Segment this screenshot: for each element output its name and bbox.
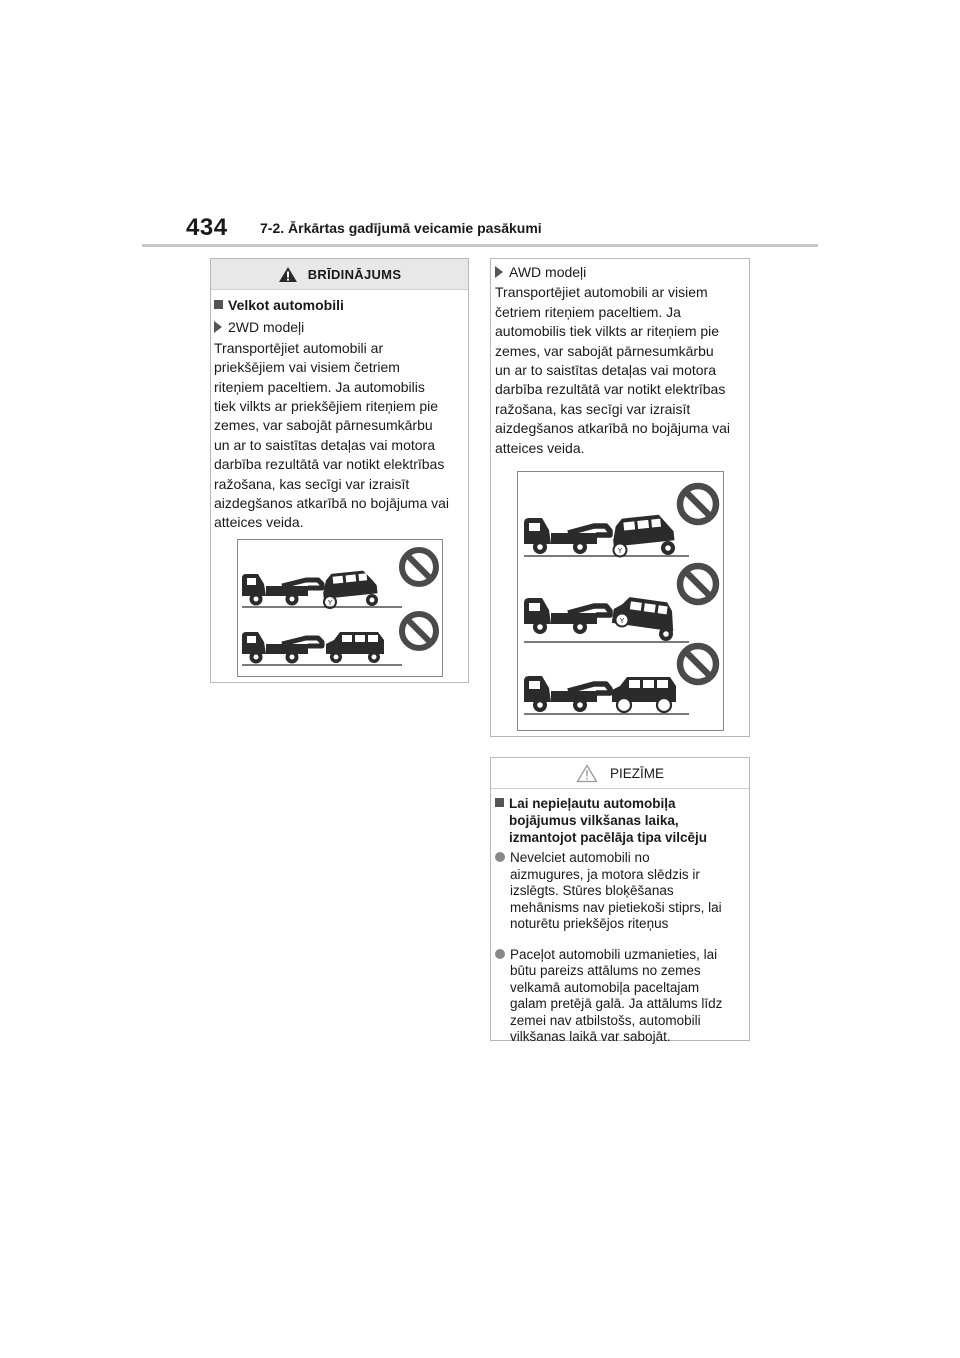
prohibition-icon bbox=[398, 610, 440, 652]
square-bullet-icon bbox=[214, 300, 223, 309]
paragraph-2wd: Transportējiet automobili ar priekšējiem vai visiem četriem riteņiem paceltiem. Ja automobilis tiek vilkts ar priekšējiem riteņiem pie zemes, var sabojāt pārnesumkārbu un ar to saistītas detaļas vai motora darbība rezultātā var notikt elektrības ražošana, kas secīgi var izraisīt aizdegšanos atkarībā no bojājuma vai atteices veida. bbox=[214, 339, 450, 531]
warning-title: BRĪDINĀJUMS bbox=[307, 266, 402, 282]
note-bullet-2: Paceļot automobili uzmanieties, lai būtu pareizs attālums no zemes velkamā automobiļa paceltajam galam pretējā galā. Ja attālums līdz zemei nav atbilstošs, automobili vilkšanas laikā var sabojāt. bbox=[495, 947, 749, 1046]
warning-triangle-icon bbox=[278, 266, 298, 283]
towing-illustration-awd bbox=[517, 471, 724, 731]
prohibition-icon bbox=[676, 562, 720, 606]
note-bullet-1: Nevelciet automobili no aizmugures, ja motora slēdzis ir izslēgts. Stūres bloķēšanas mehānisms nav pietiekoši stiprs, lai noturētu priekšējos riteņus bbox=[495, 850, 749, 933]
awd-warning-continuation bbox=[490, 258, 750, 737]
paragraph-awd: Transportējiet automobili ar visiem četriem riteņiem paceltiem. Ja automobilis tiek vilkts ar riteņiem pie zemes, var sabojāt pārnesumkārbu un ar to saistītas detaļas vai motora darbība rezultātā var notikt elektrības ražošana, kas secīgi var izraisīt aizdegšanos atkarībā no bojājuma vai atteices veida. bbox=[495, 284, 731, 456]
warning-header bbox=[211, 259, 468, 290]
model-2wd-label: 2WD modeļi bbox=[214, 318, 468, 337]
circle-bullet-icon bbox=[495, 852, 505, 862]
model-awd-label: AWD modeļi bbox=[495, 263, 749, 282]
caution-outline-triangle-icon bbox=[576, 764, 598, 783]
triangle-bullet-icon bbox=[214, 321, 222, 333]
note-title: PIEZĪME bbox=[609, 765, 664, 781]
warning-box bbox=[210, 258, 469, 683]
square-bullet-icon bbox=[495, 798, 504, 807]
svg-text:Y: Y bbox=[327, 599, 333, 607]
warning-subheading: Velkot automobili bbox=[214, 296, 468, 315]
prohibition-icon bbox=[676, 482, 720, 526]
triangle-bullet-icon bbox=[495, 266, 503, 278]
prohibition-icon bbox=[676, 642, 720, 686]
note-box bbox=[490, 757, 750, 1044]
prohibition-icon bbox=[398, 546, 440, 588]
page-number: 434 bbox=[186, 214, 228, 241]
header-rule bbox=[142, 244, 818, 247]
towing-illustration-2wd bbox=[237, 539, 443, 677]
circle-bullet-icon bbox=[495, 949, 505, 959]
note-subheading: Lai nepieļautu automobiļa bojājumus vilkšanas laika, izmantojot pacēlāja tipa vilcēju bbox=[495, 795, 749, 846]
svg-text:Y: Y bbox=[619, 617, 625, 625]
section-title: 7-2. Ārkārtas gadījumā veicamie pasākumi bbox=[260, 220, 542, 236]
note-header bbox=[491, 758, 749, 789]
svg-text:Y: Y bbox=[617, 547, 623, 555]
